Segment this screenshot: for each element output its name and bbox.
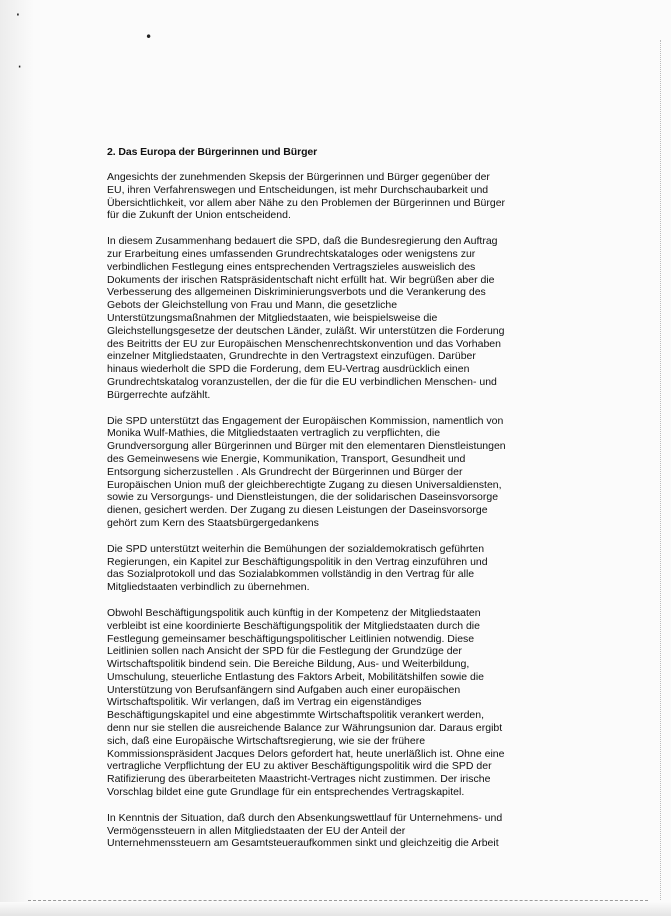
- paragraph-line: EU, ihren Verfahrenswegen und Entscheidungen, ist mehr Durchschaubarkeit und: [107, 183, 489, 196]
- paragraph: [107, 415, 527, 530]
- paragraph-line: dienen, gesichert werden. Der Zugang zu diesen Leistungen der Daseinsvorsorge: [107, 504, 488, 517]
- paragraph-line: Monika Wulf-Mathies, die Mitgliedstaaten vertraglich zu verpflichten, die: [107, 427, 441, 440]
- document-body: [107, 146, 527, 863]
- paragraph-line: Umschulung, steuerliche Entlastung des Faktors Arbeit, Mobilitätshilfen sowie die: [107, 670, 485, 683]
- paragraph-list: [107, 171, 527, 850]
- section-heading: 2. Das Europa der Bürgerinnen und Bürger: [107, 146, 318, 158]
- paragraph-line: sich, daß eine Europäische Wirtschaftsregierung, wie sie der frühere: [107, 734, 426, 747]
- paragraph-line: verbindlichen Festlegung eines entsprechenden Vertragszieles ausweislich des: [107, 260, 476, 273]
- paragraph-line: hinaus wiederholt die SPD die Forderung, dem EU-Vertrag ausdrücklich einen: [107, 363, 470, 376]
- paragraph-line: Ratifizierung des überarbeiteten Maastricht-Vertrages nicht zustimmen. Der irische: [107, 773, 491, 786]
- paragraph-line: Dokuments der irischen Ratspräsidentschaft nicht erfüllt hat. Wir begrüßen aber die: [107, 273, 495, 286]
- paragraph-line: Unterstützungsmaßnahmen der Mitgliedstaaten, wie beispielsweise die: [107, 311, 438, 324]
- paragraph: [107, 607, 527, 799]
- paragraph-line: Bürgerrechte aufzählt.: [107, 388, 211, 401]
- paragraph-line: Entsorgung sicherzustellen . Als Grundrecht der Bürgerinnen und Bürger der: [107, 465, 463, 478]
- scan-bottom-edge: [0, 902, 671, 916]
- paragraph-line: verbleibt ist eine koordinierte Beschäftigungspolitik der Mitgliedstaaten durch die: [107, 619, 480, 632]
- paragraph-line: Wirtschaftspolitik. Wir verlangen, daß im Vertrag ein eigenständiges: [107, 696, 422, 709]
- paragraph-line: Beschäftigungskapitel und eine abgestimmte Wirtschaftspolitik verankert werden,: [107, 709, 485, 722]
- paragraph-line: Leitlinien sollen nach Ansicht der SPD für die Festlegung der Grundzüge der: [107, 645, 462, 658]
- paragraph-line: Unternehmenssteuern am Gesamtsteueraufkommen sinkt und gleichzeitig die Arbeit: [107, 837, 499, 850]
- paragraph: [107, 812, 527, 850]
- paragraph-line: des Gemeinwesens wie Energie, Kommunikation, Transport, Gesundheit und: [107, 452, 466, 465]
- scan-mark: ·: [14, 8, 22, 23]
- paragraph-line: Vermögenssteuern in allen Mitgliedstaaten der EU der Anteil der: [107, 824, 406, 837]
- paragraph-line: das Sozialprotokoll und das Sozialabkommen vollständig in den Vertrag für alle: [107, 568, 475, 581]
- scan-mark: ·: [16, 60, 24, 74]
- paragraph-line: Gleichstellungsgesetze der deutschen Länder, zuläßt. Wir unterstützen die Forderung: [107, 324, 505, 337]
- paragraph-line: gehört zum Kern des Staatsbürgergedankens: [107, 516, 319, 529]
- paragraph: [107, 543, 527, 594]
- paragraph-line: Grundversorgung aller Bürgerinnen und Bürger mit den elementaren Dienstleistungen: [107, 440, 506, 453]
- scan-right-edge: [660, 40, 671, 900]
- paragraph-line: Übersichtlichkeit, vor allem aber Nähe zu den Problemen der Bürgerinnen und Bürger: [107, 196, 506, 209]
- paragraph-line: einzelner Mitgliedstaaten, Grundrechte in den Vertragstext einzufügen. Darüber: [107, 350, 476, 363]
- paragraph-line: In Kenntnis der Situation, daß durch den Absenkungswettlauf für Unternehmens- und: [107, 811, 503, 824]
- paragraph-line: Obwohl Beschäftigungspolitik auch künftig in der Kompetenz der Mitgliedstaaten: [107, 606, 481, 619]
- paragraph-line: sowie zu Versorgungs- und Dienstleistungen, die der solidarischen Daseinsvorsorge: [107, 491, 499, 504]
- paragraph-line: Unterstützung von Berufsanfängern sind Aufgaben auch einer europäischen: [107, 683, 461, 696]
- paragraph: [107, 171, 527, 222]
- paragraph-line: Kommissionspräsident Jacques Delors gefordert hat, heute unerläßlich ist. Ohne eine: [107, 747, 505, 760]
- paragraph-line: für die Zukunft der Union entscheidend.: [107, 209, 291, 222]
- paragraph-line: Grundrechtskatalog voranzustellen, der die für die EU verbindlichen Menschen- und: [107, 375, 497, 388]
- paragraph-line: Wirtschaftspolitik bindend sein. Die Bereiche Bildung, Aus- und Weiterbildung,: [107, 658, 470, 671]
- paragraph-line: In diesem Zusammenhang bedauert die SPD, daß die Bundesregierung den Auftrag: [107, 235, 498, 248]
- paragraph-line: Verbesserung des allgemeinen Diskriminierungsverbots und die Verankerung des: [107, 286, 486, 299]
- paragraph-line: Festlegung gemeinsamer beschäftigungspolitischer Leitlinien notwendig. Diese: [107, 632, 475, 645]
- scan-mark: •: [145, 30, 153, 44]
- paragraph-line: Gebots der Gleichstellung von Frau und Mann, die gesetzliche: [107, 299, 398, 312]
- paragraph: [107, 235, 527, 401]
- paragraph-line: Mitgliedstaaten verbindlich zu übernehmen.: [107, 581, 310, 594]
- paragraph-line: Die SPD unterstützt weiterhin die Bemühungen der sozialdemokratisch geführten: [107, 542, 485, 555]
- paragraph-line: Die SPD unterstützt das Engagement der Europäischen Kommission, namentlich von: [107, 414, 504, 427]
- paragraph-line: Europäischen Union muß der gleichberechtigte Zugang zu diesen Universaldiensten,: [107, 478, 502, 491]
- paragraph-line: Angesichts der zunehmenden Skepsis der Bürgerinnen und Bürger gegenüber der: [107, 171, 490, 183]
- paragraph-line: denn nur sie stellen die ausreichende Balance zur Währungsunion dar. Daraus ergibt: [107, 722, 503, 735]
- scan-left-edge: [0, 0, 34, 916]
- paragraph-line: zur Erarbeitung eines umfassenden Grundrechtskataloges oder wenigstens zur: [107, 247, 476, 260]
- paragraph-line: vertragliche Verpflichtung der EU zu aktiver Beschäftigungspolitik wird die SPD der: [107, 760, 492, 773]
- paragraph-line: des Beitritts der EU zur Europäischen Menschenrechtskonvention und das Vorhaben: [107, 337, 501, 350]
- paragraph-line: Regierungen, ein Kapitel zur Beschäftigungspolitik in den Vertrag einzuführen und: [107, 555, 488, 568]
- paragraph-line: Vorschlag bildet eine gute Grundlage für ein entsprechendes Vertragskapitel.: [107, 786, 465, 799]
